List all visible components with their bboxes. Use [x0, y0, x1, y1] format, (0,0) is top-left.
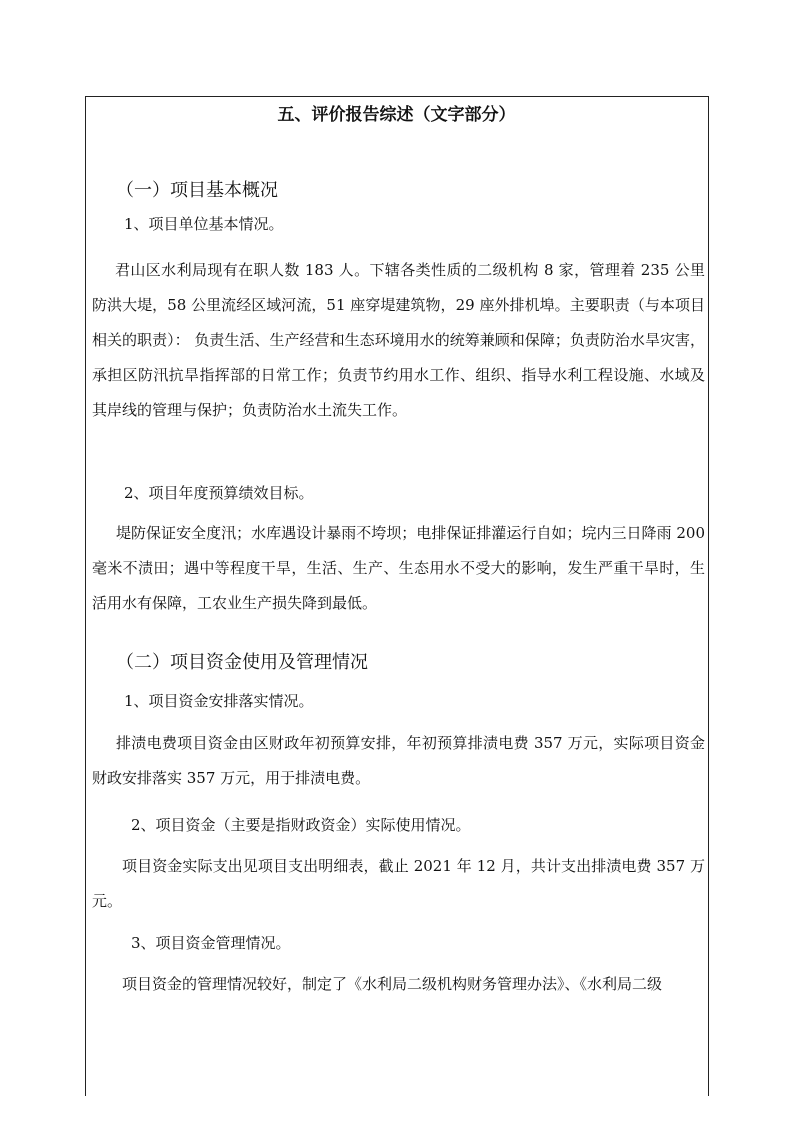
paragraph-unit-info: 君山区水利局现有在职人数 183 人。下辖各类性质的二级机构 8 家，管理着 235 公里防洪大堤，58 公里流经区域河流，51 座穿堤建筑物，29 座外排机埠。主要职责（与本项目相关的职责）： 负责生活、生产经营和生态环境用水的统筹兼顾和保障；负责防治水旱灾害，承担区防汛抗旱指挥部的日常工作；负责节约用水工作、组织、指导水利工程设施、水域及其岸线的管理与保护；负责防治水土流失工作。 [92, 261, 705, 419]
subheading-performance-goals: 2、项目年度预算绩效目标。 [124, 484, 314, 502]
page-title: 五、评价报告综述（文字部分） [277, 105, 516, 125]
subheading-fund-management: 3、项目资金管理情况。 [131, 934, 291, 952]
paragraph-fund-arrangement: 排渍电费项目资金由区财政年初预算安排，年初预算排渍电费 357 万元，实际项目资金财政安排落实 357 万元，用于排渍电费。 [92, 734, 705, 787]
subheading-fund-arrangement: 1、项目资金安排落实情况。 [124, 692, 314, 710]
section-heading-2: （二）项目资金使用及管理情况 [116, 652, 368, 673]
paragraph-fund-management: 项目资金的管理情况较好，制定了《水利局二级机构财务管理办法》、《水利局二级 [122, 975, 663, 993]
paragraph-performance-goals: 堤防保证安全度汛；水库遇设计暴雨不垮坝；电排保证排灌运行自如；垸内三日降雨 200 毫米不渍田；遇中等程度干旱，生活、生产、生态用水不受大的影响，发生严重干旱时，生活用水有保障，工农业生产损失降到最低。 [92, 524, 705, 612]
paragraph-fund-usage: 项目资金实际支出见项目支出明细表，截止 2021 年 12 月，共计支出排渍电费 357 万元。 [92, 857, 705, 910]
subheading-fund-usage: 2、项目资金（主要是指财政资金）实际使用情况。 [131, 816, 471, 834]
section-heading-1: （一）项目基本概况 [116, 180, 278, 201]
subheading-unit-info: 1、项目单位基本情况。 [124, 215, 284, 233]
